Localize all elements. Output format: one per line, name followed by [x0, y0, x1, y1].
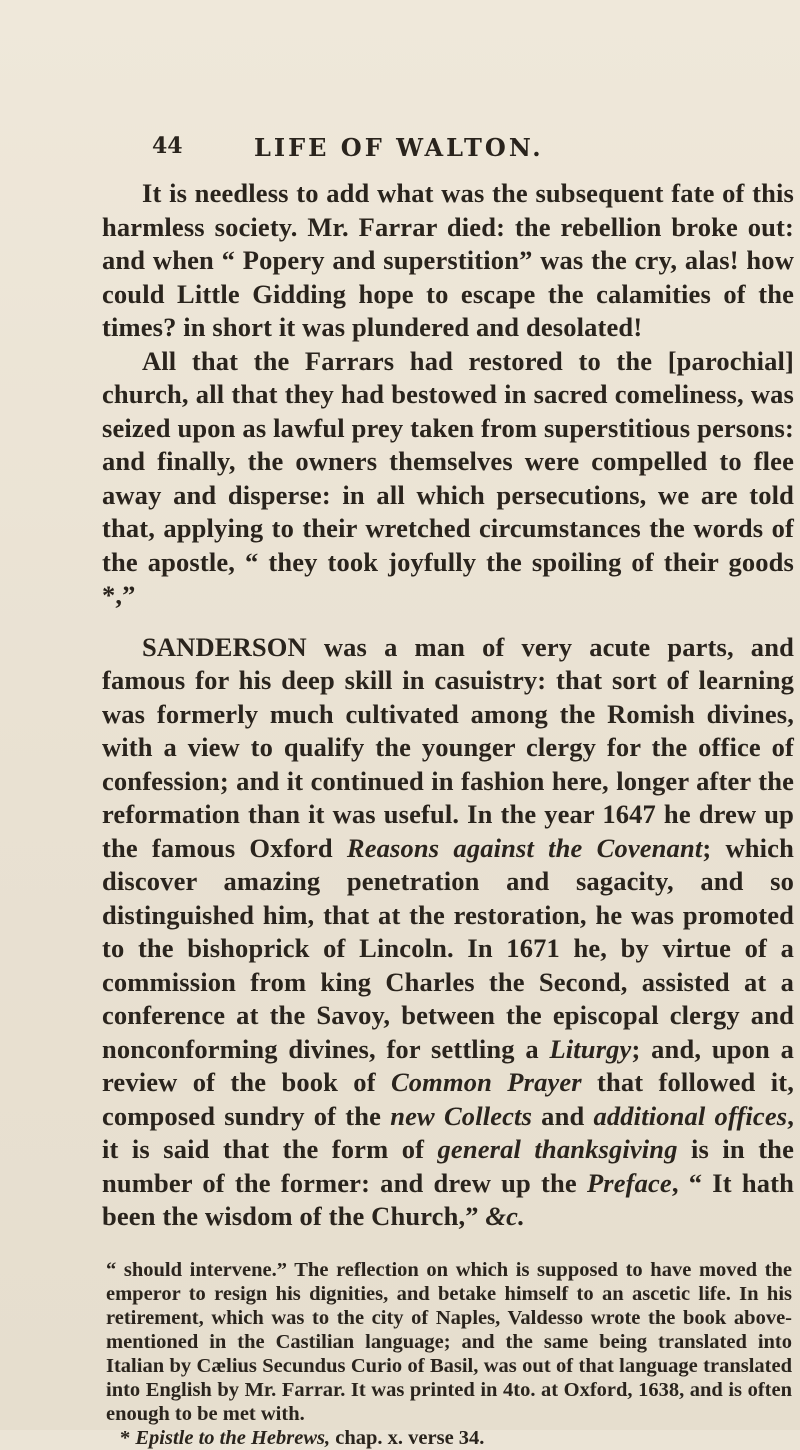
paragraph-gap [102, 613, 794, 631]
sanderson-text-a: SANDERSON was a man of very acute parts, and famous for his deep skill in casuistry: that sort of learning was formerly much cultivated among the Romish divines, with a view to qualify the younger clergy for the office of confession; and it continued in fashion here, longer after the reformation than it was useful. In the year 1647 he drew up the famous Oxford [102, 631, 794, 863]
sanderson-text-g: , it is said that the form of [102, 1100, 795, 1164]
sanderson-text-f: and [532, 1100, 594, 1131]
reasons-title: Reasons against the Covenant [346, 832, 703, 863]
sanderson-text-b: ; which discover amazing penetration and sagacity, and so distinguished him, that at the restoration, he was promoted to the bishoprick of Lincoln. In 1671 he, by virtue of a commission from king Charles the Second, assisted at a conference at the Savoy, between the episcopal clergy and nonconforming divines, for settling a [102, 832, 794, 1064]
common-prayer-title: Common Prayer [390, 1067, 582, 1097]
new-term: new [390, 1100, 435, 1131]
sanderson-text-d: that followed it, composed sundry of the [102, 1067, 794, 1131]
footnote-mark: * [120, 1427, 131, 1449]
page-number: 44 [152, 133, 183, 159]
main-text [102, 177, 794, 1234]
footnote-reference: chap. x. verse 34. [330, 1427, 485, 1449]
additional-offices-term: additional offices [593, 1100, 788, 1131]
note-continuation: “ should intervene.” The reflection on which is supposed to have moved the emperor to resign his dignities, and betake himself to an ascetic life. In his retirement, which was to the city of Naples, Valdesso wrote the book above-mentioned in the Castilian language; and the same being translated into Italian by Cælius Secundus Curio of Basil, was out of that language translated into English by Mr. Farrar. It was printed in 4to. at Oxford, 1638, and is often enough to be met with. [106, 1259, 792, 1425]
liturgy-term: Liturgy [549, 1033, 632, 1064]
running-head: LIFE OF WALTON. [254, 133, 544, 162]
paragraph-farrars-church: All that the Farrars had restored to the [parochial] church, all that they had bestowed in sacred comeliness, was seized upon as lawful prey taken from superstitious persons: and finally, the owners themselves were compelled to flee away and disperse: in all which persecutions, we are told that, applying to their wretched circumstances the words of the apostle, “ they took joyfully the spoiling of their goods *,” [102, 345, 794, 610]
sanderson-text-h: is in the number of the former: and drew up the [102, 1134, 794, 1198]
paragraph-fate-of-society: It is needless to add what was the subsequent fate of this harmless society. Mr. Farrar died: the rebellion broke out: and when “ Popery and superstition” was the cry, alas! how could Little Gidding hope to escape the calamities of the times? in short it was plundered and desolated! [102, 178, 794, 342]
general-thanksgiving-term: general thanksgiving [437, 1134, 678, 1164]
notes-section [106, 1258, 792, 1450]
page-header [152, 133, 752, 167]
sanderson-text-i: , “ It hath been the wisdom of the Church,” [102, 1167, 794, 1231]
footnote-text: Epistle to the Hebrews, [135, 1427, 331, 1449]
paragraph-sanderson [102, 631, 794, 1234]
sanderson-text-e [435, 1101, 444, 1131]
collects-term: Collects [443, 1100, 533, 1131]
sanderson-text-c: ; and, upon a review of the book of [102, 1033, 794, 1097]
etc-term: &c. [485, 1201, 525, 1231]
preface-term: Preface [586, 1167, 672, 1198]
